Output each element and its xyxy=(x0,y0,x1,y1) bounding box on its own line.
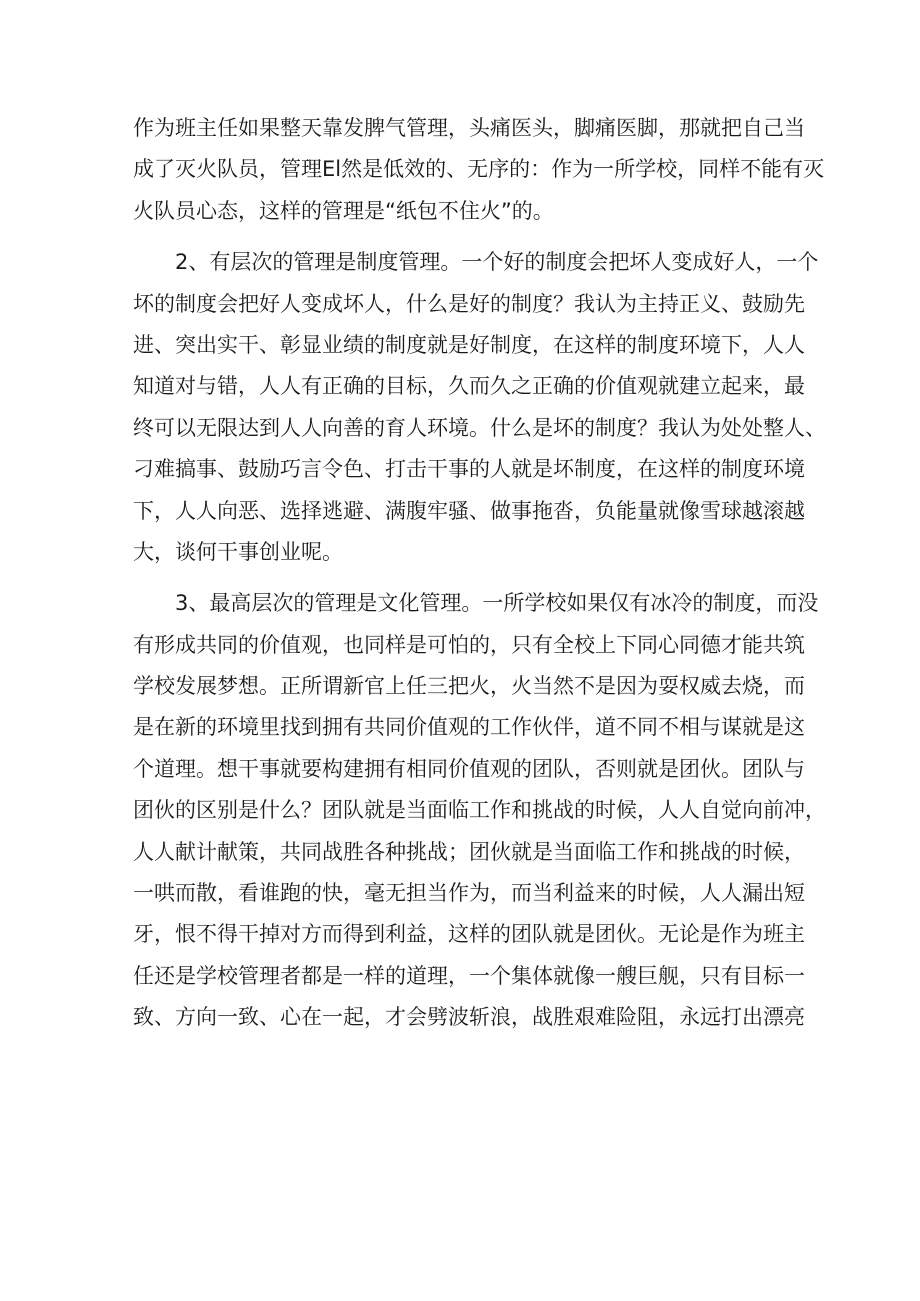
text-line: 终可以无限达到人人向善的育人环境。什么是坏的制度？我认为处处整人、 xyxy=(133,415,826,440)
document-body xyxy=(133,108,826,1039)
text-line: 学校发展梦想。正所谓新官上任三把火，火当然不是因为耍权威去烧，而 xyxy=(133,674,805,699)
text-line: 2、有层次的管理是制度管理。一个好的制度会把坏人变成好人，一个 xyxy=(175,250,819,275)
paragraph-2 xyxy=(133,242,826,573)
text-line: 一哄而散，看谁跑的快，毫无担当作为，而当利益来的时候，人人漏出短 xyxy=(133,881,805,906)
text-line: 个道理。想干事就要构建拥有相同价值观的团队，否则就是团伙。团队与 xyxy=(133,756,805,781)
text-line: 火队员心态，这样的管理是“纸包不住火”的。 xyxy=(133,198,554,223)
text-line: 团伙的区别是什么？团队就是当面临工作和挑战的时候，人人自觉向前冲， xyxy=(133,798,826,823)
text-line: 致、方向一致、心在一起，才会劈波斩浪，战胜艰难险阻，永远打出漂亮 xyxy=(133,1005,805,1030)
text-line: 作为班主任如果整天靠发脾气管理，头痛医头，脚痛医脚，那就把自己当 xyxy=(133,116,805,140)
text-line: 任还是学校管理者都是一样的道理，一个集体就像一艘巨舰，只有目标一 xyxy=(133,963,805,988)
text-line: 进、突出实干、彰显业绩的制度就是好制度，在这样的制度环境下，人人 xyxy=(133,332,805,357)
text-line: 知道对与错，人人有正确的目标，久而久之正确的价值观就建立起来，最 xyxy=(133,374,805,399)
text-line: 是在新的环境里找到拥有共同价值观的工作伙伴，道不同不相与谋就是这 xyxy=(133,715,805,740)
text-line: 有形成共同的价值观，也同样是可怕的，只有全校上下同心同德才能共筑 xyxy=(133,632,805,657)
paragraph-3 xyxy=(133,583,826,1038)
text-line: 大，谈何干事创业呢。 xyxy=(133,539,343,564)
text-line: 3、最高层次的管理是文化管理。一所学校如果仅有冰冷的制度，而没 xyxy=(175,591,819,616)
text-line: 坏的制度会把好人变成坏人，什么是好的制度？我认为主持正义、鼓励先 xyxy=(133,291,805,316)
paragraph-1 xyxy=(133,108,825,232)
text-line: 下，人人向恶、选择逃避、满腹牢骚、做事拖沓，负能量就像雪球越滚越 xyxy=(133,498,805,523)
text-line: 刁难搞事、鼓励巧言令色、打击干事的人就是坏制度，在这样的制度环境 xyxy=(133,457,805,482)
text-line: 成了灭火队员，管理El然是低效的、无序的：作为一所学校，同样不能有灭 xyxy=(133,157,825,182)
text-line: 牙，恨不得干掉对方而得到利益，这样的团队就是团伙。无论是作为班主 xyxy=(133,922,805,947)
text-line: 人人献计献策，共同战胜各种挑战；团伙就是当面临工作和挑战的时候， xyxy=(133,839,805,864)
